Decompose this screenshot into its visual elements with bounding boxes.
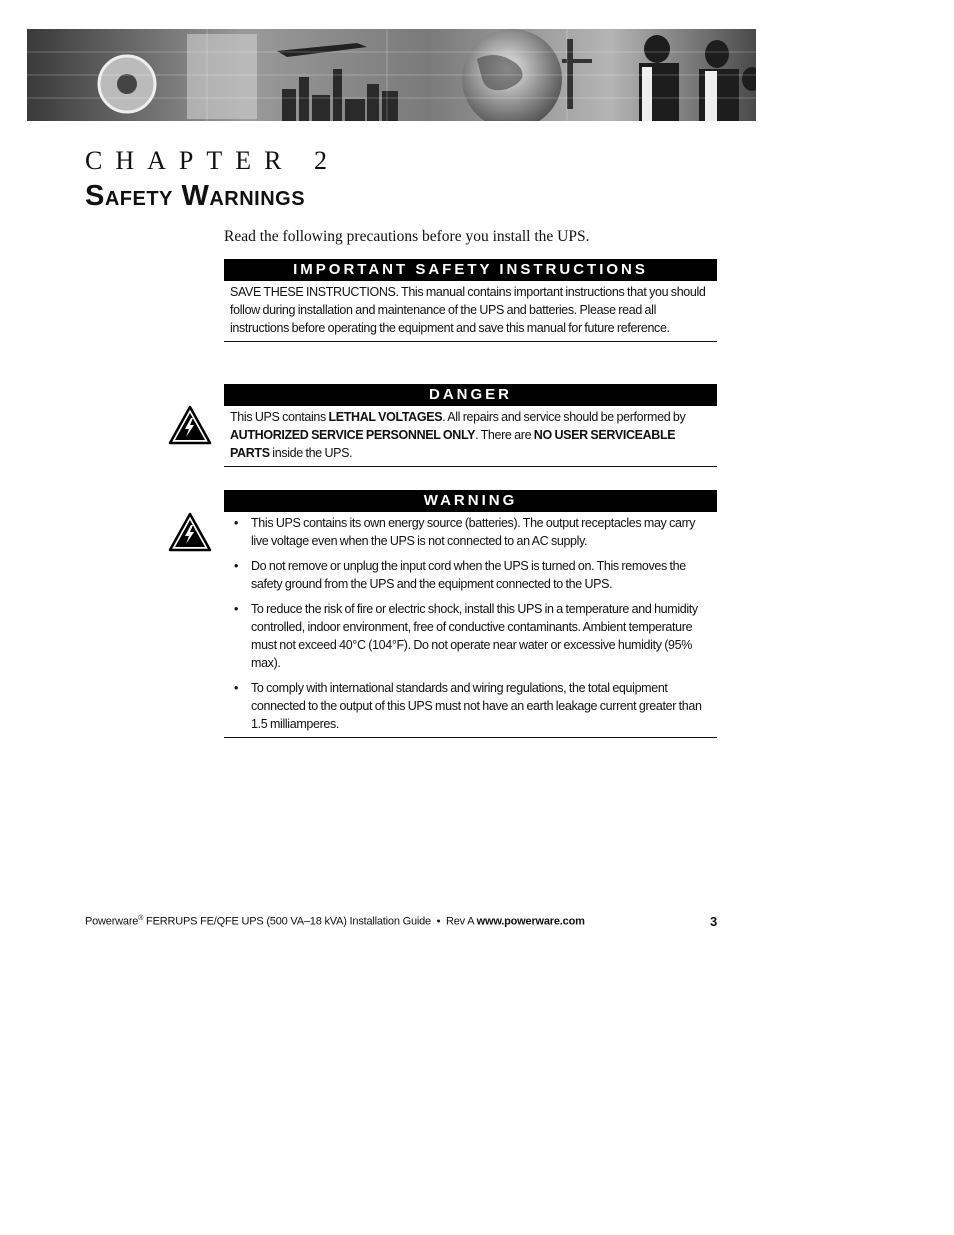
warning-heading: WARNING (224, 490, 717, 512)
intro-text: Read the following precautions before you install the UPS. (224, 228, 590, 245)
list-item: • Do not remove or unplug the input cord when the UPS is turned on. This removes the safety ground from the UPS and the equipment connected to the UPS. (230, 557, 713, 593)
important-body: SAVE THESE INSTRUCTIONS. This manual contains important instructions that you should follow during installation and maintenance of the UPS and batteries. Please read all instructions before operating the equipment and save this manual for future reference. (230, 285, 706, 335)
page-number: 3 (709, 914, 717, 929)
footer-brand: Powerware (85, 915, 139, 928)
chapter-title: Safety Warnings (85, 180, 306, 212)
footer-url: www.powerware.com (476, 915, 585, 928)
danger-body (224, 406, 717, 466)
list-item: • This UPS contains its own energy source (batteries). The output receptacles may carry live voltage even when the UPS is not connected to an AC supply. (230, 514, 713, 550)
warning-list (230, 514, 713, 733)
danger-emphasis: NO USER SERVICEABLE PARTS (230, 428, 676, 460)
danger-box (224, 384, 717, 467)
warning-body (224, 512, 717, 737)
chapter-label: CHAPTER 2 (85, 146, 340, 175)
page-footer (85, 915, 717, 928)
important-heading: IMPORTANT SAFETY INSTRUCTIONS (224, 259, 717, 281)
danger-text: . There are (475, 428, 534, 442)
warning-box (224, 490, 717, 738)
danger-text: . All repairs and service should be performed by (442, 410, 686, 424)
danger-heading: DANGER (224, 384, 717, 406)
high-voltage-warning-icon (168, 512, 212, 552)
list-item: • To reduce the risk of fire or electric shock, install this UPS in a temperature and humidity controlled, indoor environment, free of conductive contaminants. Ambient temperature must not exceed 40°C (104°F). Do not operate near water or excessive humidity (95% max). (230, 600, 713, 672)
danger-text: This UPS contains (230, 410, 329, 424)
danger-emphasis: LETHAL VOLTAGES (328, 410, 443, 424)
list-item: • To comply with international standards and wiring regulations, the total equipment connected to the output of this UPS must not have an earth leakage current greater than 1.5 milliamperes. (230, 679, 713, 733)
header-banner-image (27, 29, 756, 121)
high-voltage-warning-icon (168, 405, 212, 445)
important-safety-box (224, 259, 717, 342)
danger-text: inside the UPS. (269, 446, 353, 460)
danger-emphasis: AUTHORIZED SERVICE PERSONNEL ONLY (230, 428, 476, 442)
footer-text: FERRUPS FE/QFE UPS (500 VA–18 kVA) Installation Guide • Rev A (143, 915, 477, 928)
registered-mark: ® (138, 915, 144, 922)
